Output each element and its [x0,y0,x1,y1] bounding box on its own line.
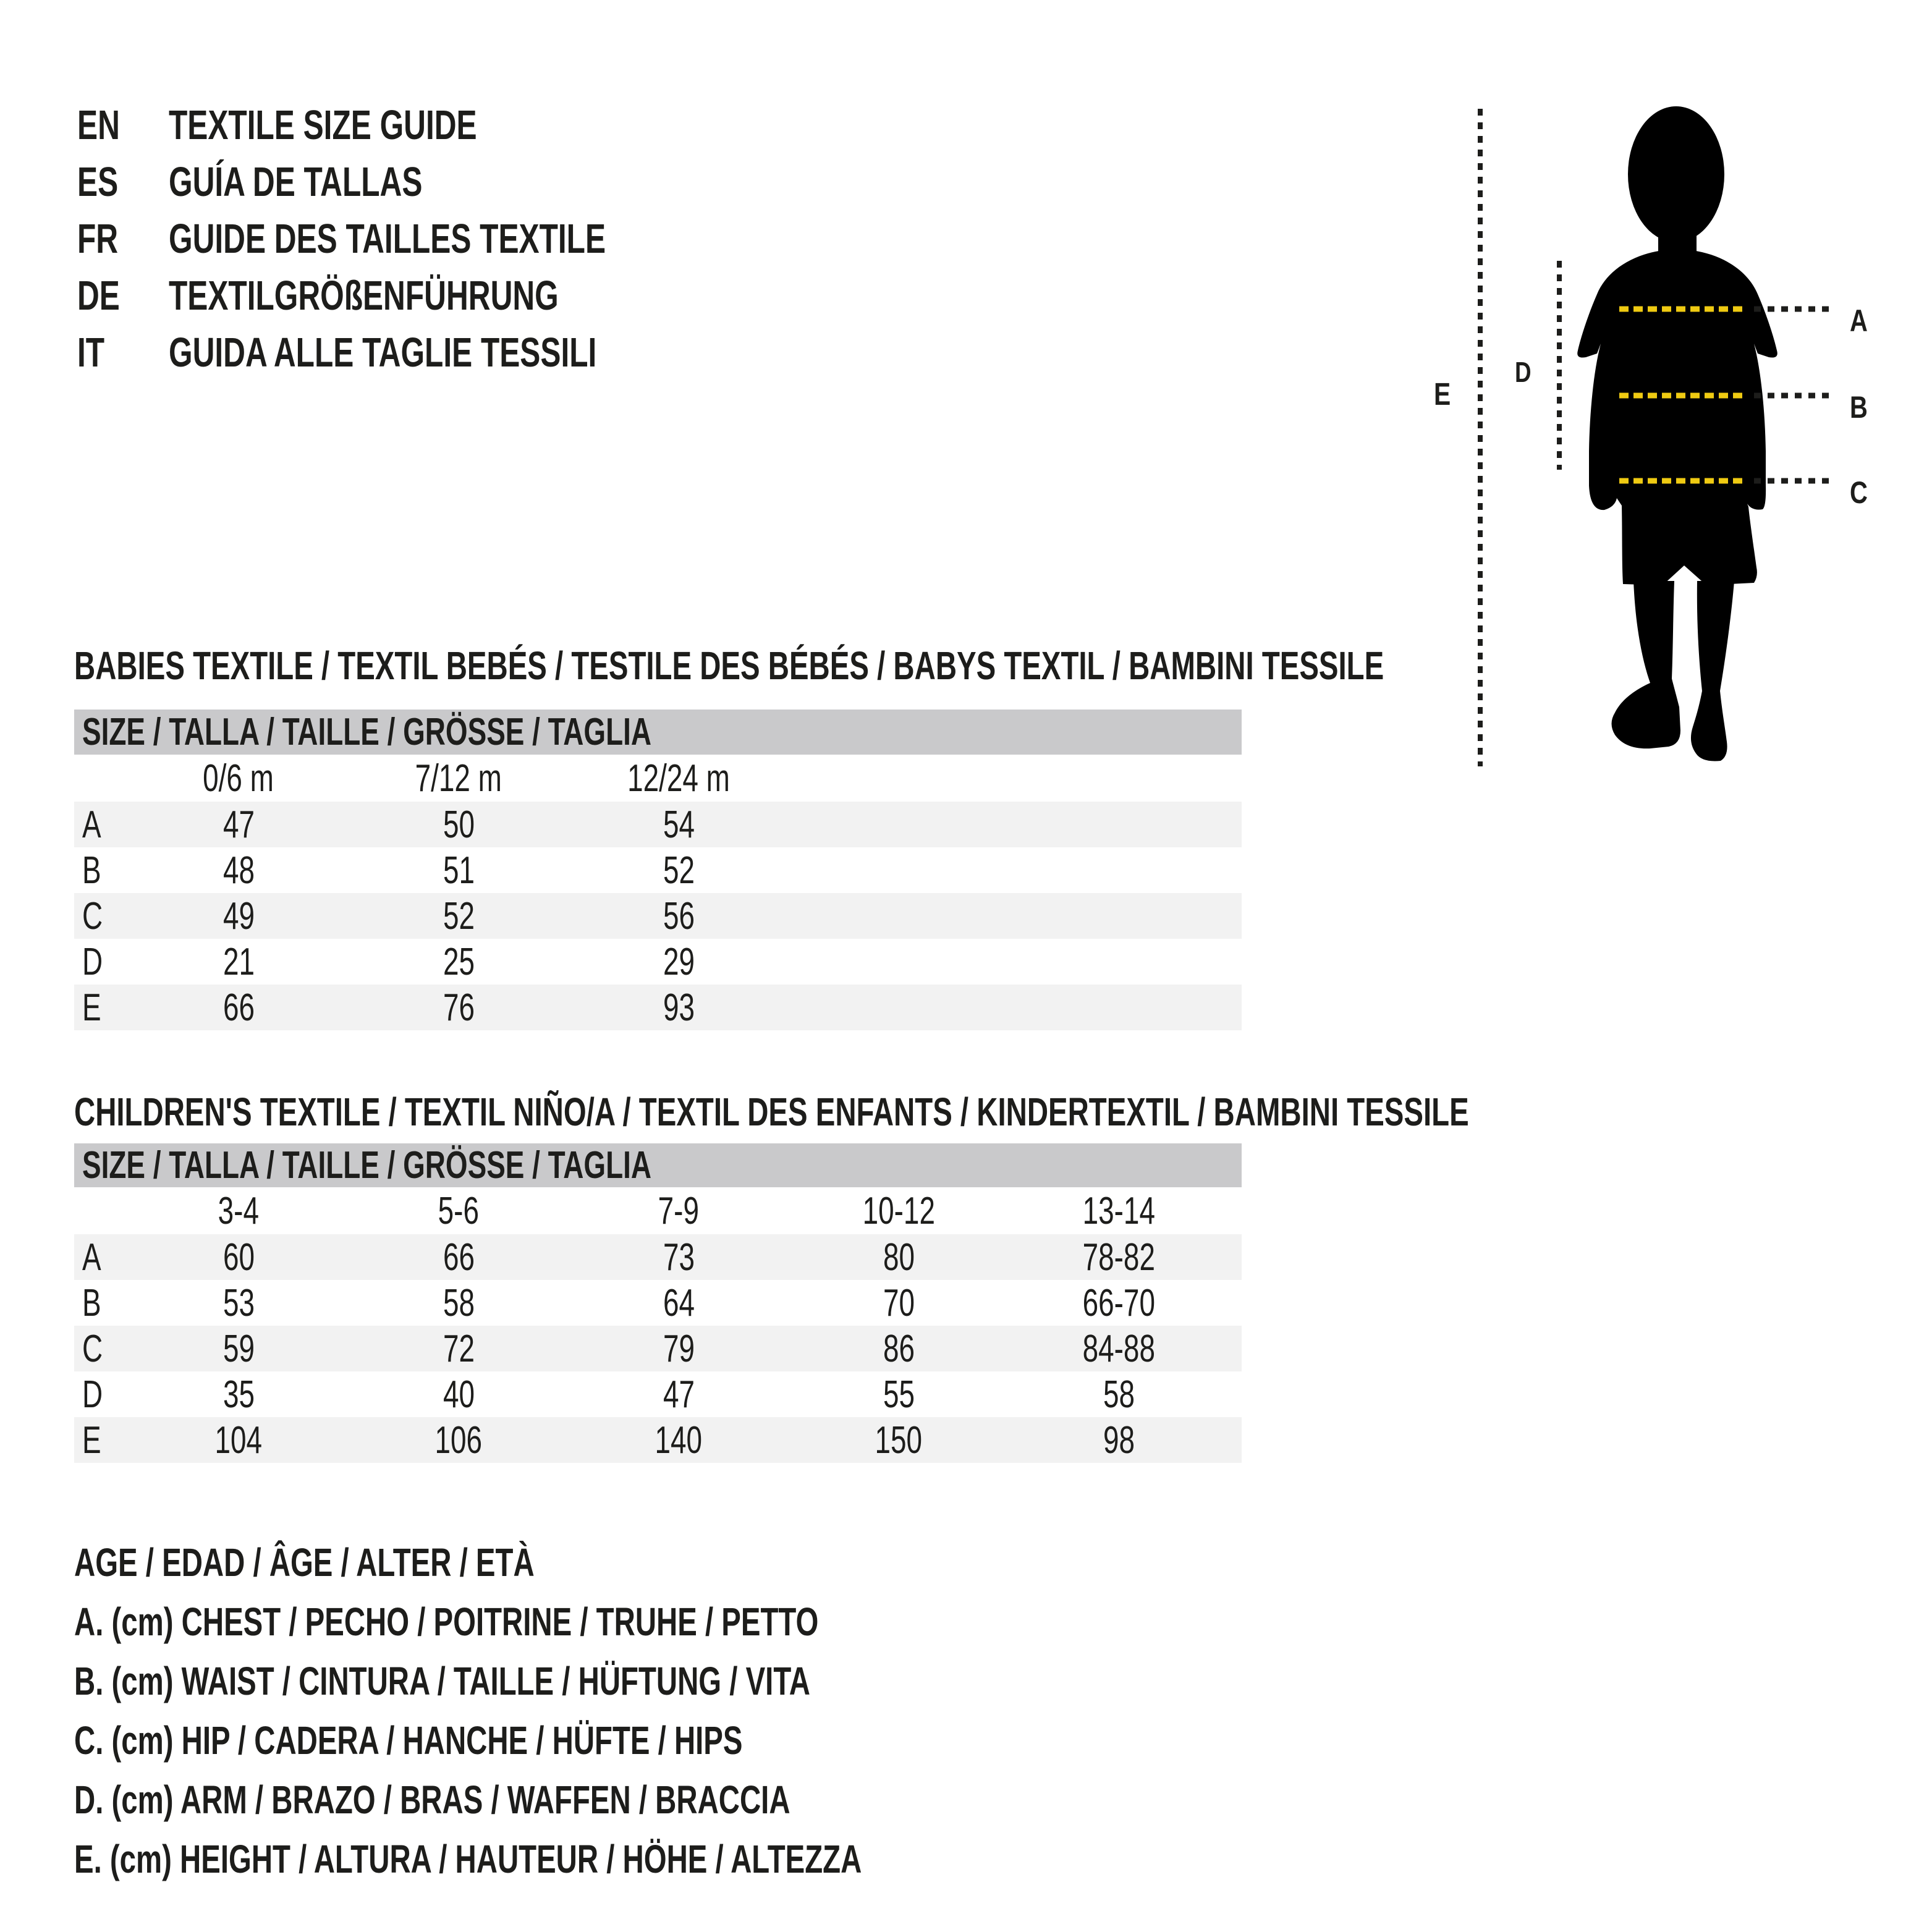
column-header-row [74,1187,1242,1234]
table-cell: 104 [214,1418,263,1462]
row-label: B [82,1281,101,1324]
table-cell: 52 [663,849,695,892]
measurement-diagram [1409,99,1885,797]
table-cell: 140 [655,1418,703,1462]
row-label: A [82,803,101,846]
table-cell: 48 [222,849,255,892]
language-row-es [77,153,759,210]
column-header: 13-14 [1082,1189,1155,1232]
legend-line-waist: B. (cm) WAIST / CINTURA / TAILLE / HÜFTUNG / VITA [74,1659,810,1703]
table-cell: 55 [883,1373,915,1416]
table-cell: 25 [443,940,475,983]
language-row-it [77,324,759,381]
legend-line-hip: C. (cm) HIP / CADERA / HANCHE / HÜFTE / HIPS [74,1718,743,1763]
table-row [74,985,1242,1030]
marker-b-label: B [1850,389,1868,425]
language-row-en [77,96,759,153]
table-cell: 53 [222,1281,255,1324]
row-label: E [82,986,101,1029]
table-cell: 66 [222,986,255,1029]
table-cell: 58 [443,1281,475,1324]
table-row [74,802,1242,847]
language-title: GUIDE DES TAILLES TEXTILE [169,215,606,262]
language-row-de [77,267,759,324]
table-row [74,847,1242,893]
language-list [77,96,759,381]
table-cell: 40 [443,1373,475,1416]
table-cell: 86 [883,1327,915,1370]
table-row [74,939,1242,985]
table-cell: 106 [434,1418,483,1462]
row-label: B [82,849,101,892]
babies-section-title: BABIES TEXTILE / TEXTIL BEBÉS / TESTILE DES BÉBÉS / BABYS TEXTIL / BAMBINI TESSILE [74,643,1384,688]
legend-line-height: E. (cm) HEIGHT / ALTURA / HAUTEUR / HÖHE / ALTEZZA [74,1837,862,1881]
size-header-band: SIZE / TALLA / TAILLE / GRÖSSE / TAGLIA [74,710,1242,755]
marker-c-label: C [1850,475,1868,511]
table-cell: 29 [663,940,695,983]
table-row [74,1417,1242,1463]
column-header: 7-9 [658,1189,700,1232]
table-cell: 66 [443,1235,475,1279]
table-cell: 60 [222,1235,255,1279]
legend-line-age: AGE / EDAD / ÂGE / ALTER / ETÀ [74,1540,535,1585]
table-cell: 66-70 [1082,1281,1155,1324]
table-cell: 72 [443,1327,475,1370]
row-label: E [82,1418,101,1462]
language-code: EN [77,101,120,148]
marker-e-label: E [1434,376,1451,412]
row-label: C [82,894,103,938]
table-row [74,1280,1242,1326]
children-section-title: CHILDREN'S TEXTILE / TEXTIL NIÑO/A / TEXTIL DES ENFANTS / KINDERTEXTIL / BAMBINI TESSILE [74,1090,1469,1134]
table-cell: 150 [875,1418,923,1462]
table-row [74,1326,1242,1371]
table-cell: 50 [443,803,475,846]
table-row [74,893,1242,939]
column-header: 10-12 [862,1189,935,1232]
language-code: DE [77,272,120,319]
row-label: C [82,1327,103,1370]
table-row [74,1371,1242,1417]
language-code: ES [77,158,119,205]
row-label: D [82,1373,103,1416]
table-cell: 73 [663,1235,695,1279]
table-cell: 35 [222,1373,255,1416]
table-cell: 59 [222,1327,255,1370]
language-title: GUIDA ALLE TAGLIE TESSILI [169,329,597,376]
legend-line-chest: A. (cm) CHEST / PECHO / POITRINE / TRUHE / PETTO [74,1599,819,1644]
table-cell: 76 [443,986,475,1029]
column-header: 12/24 m [627,756,730,800]
table-cell: 47 [663,1373,695,1416]
marker-a-label: A [1850,303,1868,339]
marker-d-label: D [1515,356,1532,388]
table-cell: 21 [222,940,255,983]
table-cell: 70 [883,1281,915,1324]
language-title: GUÍA DE TALLAS [169,158,423,205]
language-title: TEXTILGRÖßENFÜHRUNG [169,272,559,319]
column-header: 3-4 [218,1189,260,1232]
table-cell: 51 [443,849,475,892]
table-row [74,1234,1242,1280]
measurement-legend [74,1533,1138,1889]
table-cell: 58 [1103,1373,1135,1416]
table-cell: 52 [443,894,475,938]
table-cell: 56 [663,894,695,938]
children-size-table [74,1143,1242,1463]
table-cell: 93 [663,986,695,1029]
table-cell: 78-82 [1082,1235,1155,1279]
language-row-fr [77,210,759,267]
table-cell: 98 [1103,1418,1135,1462]
legend-line-arm: D. (cm) ARM / BRAZO / BRAS / WAFFEN / BRACCIA [74,1777,790,1822]
table-cell: 79 [663,1327,695,1370]
column-header: 0/6 m [203,756,274,800]
table-cell: 84-88 [1082,1327,1155,1370]
table-cell: 80 [883,1235,915,1279]
table-cell: 54 [663,803,695,846]
language-code: IT [77,329,105,376]
table-cell: 64 [663,1281,695,1324]
row-label: A [82,1235,101,1279]
row-label: D [82,940,103,983]
column-header: 7/12 m [415,756,502,800]
column-header: 5-6 [438,1189,480,1232]
table-cell: 47 [222,803,255,846]
language-code: FR [77,215,119,262]
table-cell: 49 [222,894,255,938]
size-header-band: SIZE / TALLA / TAILLE / GRÖSSE / TAGLIA [74,1143,1242,1187]
language-title: TEXTILE SIZE GUIDE [169,101,477,148]
column-header-row [74,755,1242,802]
babies-size-table [74,710,1242,1030]
